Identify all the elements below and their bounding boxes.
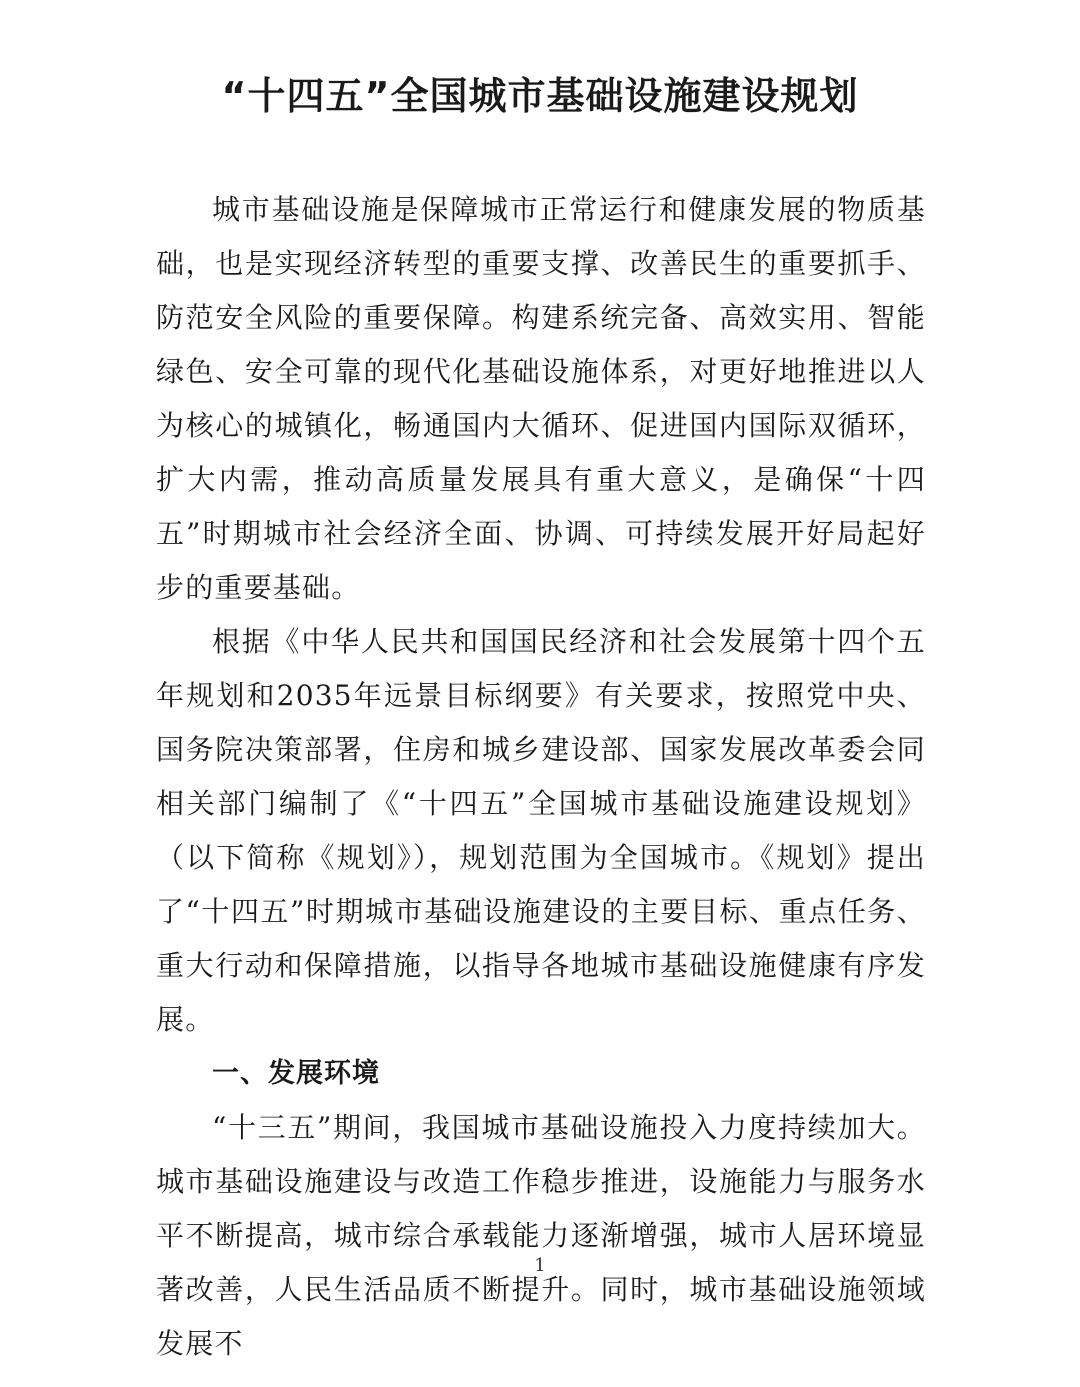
intro-paragraph: 城市基础设施是保障城市正常运行和健康发展的物质基础，也是实现经济转型的重要支撑、改善民生的重要抓手、防范安全风险的重要保障。构建系统完备、高效实用、智能绿色、安全可靠的现代化基础设施体系，对更好地推进以人为核心的城镇化，畅通国内大循环、促进国内国际双循环，扩大内需，推动高质量发展具有重大意义，是确保“十四五”时期城市社会经济全面、协调、可持续发展开好局起好步的重要基础。 (156, 193, 926, 604)
document-title: “十四五”全国城市基础设施建设规划 (221, 74, 859, 118)
basis-paragraph: 根据《中华人民共和国国民经济和社会发展第十四个五年规划和2035年远景目标纲要》有关要求，按照党中央、国务院决策部署，住房和城乡建设部、国家发展改革委会同相关部门编制了《“十四五”全国城市基础设施建设规划》（以下简称《规划》），规划范围为全国城市。《规划》提出了“十四五”时期城市基础设施建设的主要目标、重点任务、重大行动和保障措施，以指导各地城市基础设施健康有序发展。 (156, 625, 926, 1036)
page-number: 1 (534, 1255, 546, 1276)
section-heading-development-environment: 一、发展环境 (212, 1058, 380, 1089)
document-body (156, 183, 926, 1371)
section-paragraph: “十三五”期间，我国城市基础设施投入力度持续加大。城市基础设施建设与改造工作稳步推进，设施能力与服务水平不断提高，城市综合承载能力逐渐增强，城市人居环境显著改善，人民生活品质不断提升。同时，城市基础设施领域发展不 (156, 1111, 926, 1360)
